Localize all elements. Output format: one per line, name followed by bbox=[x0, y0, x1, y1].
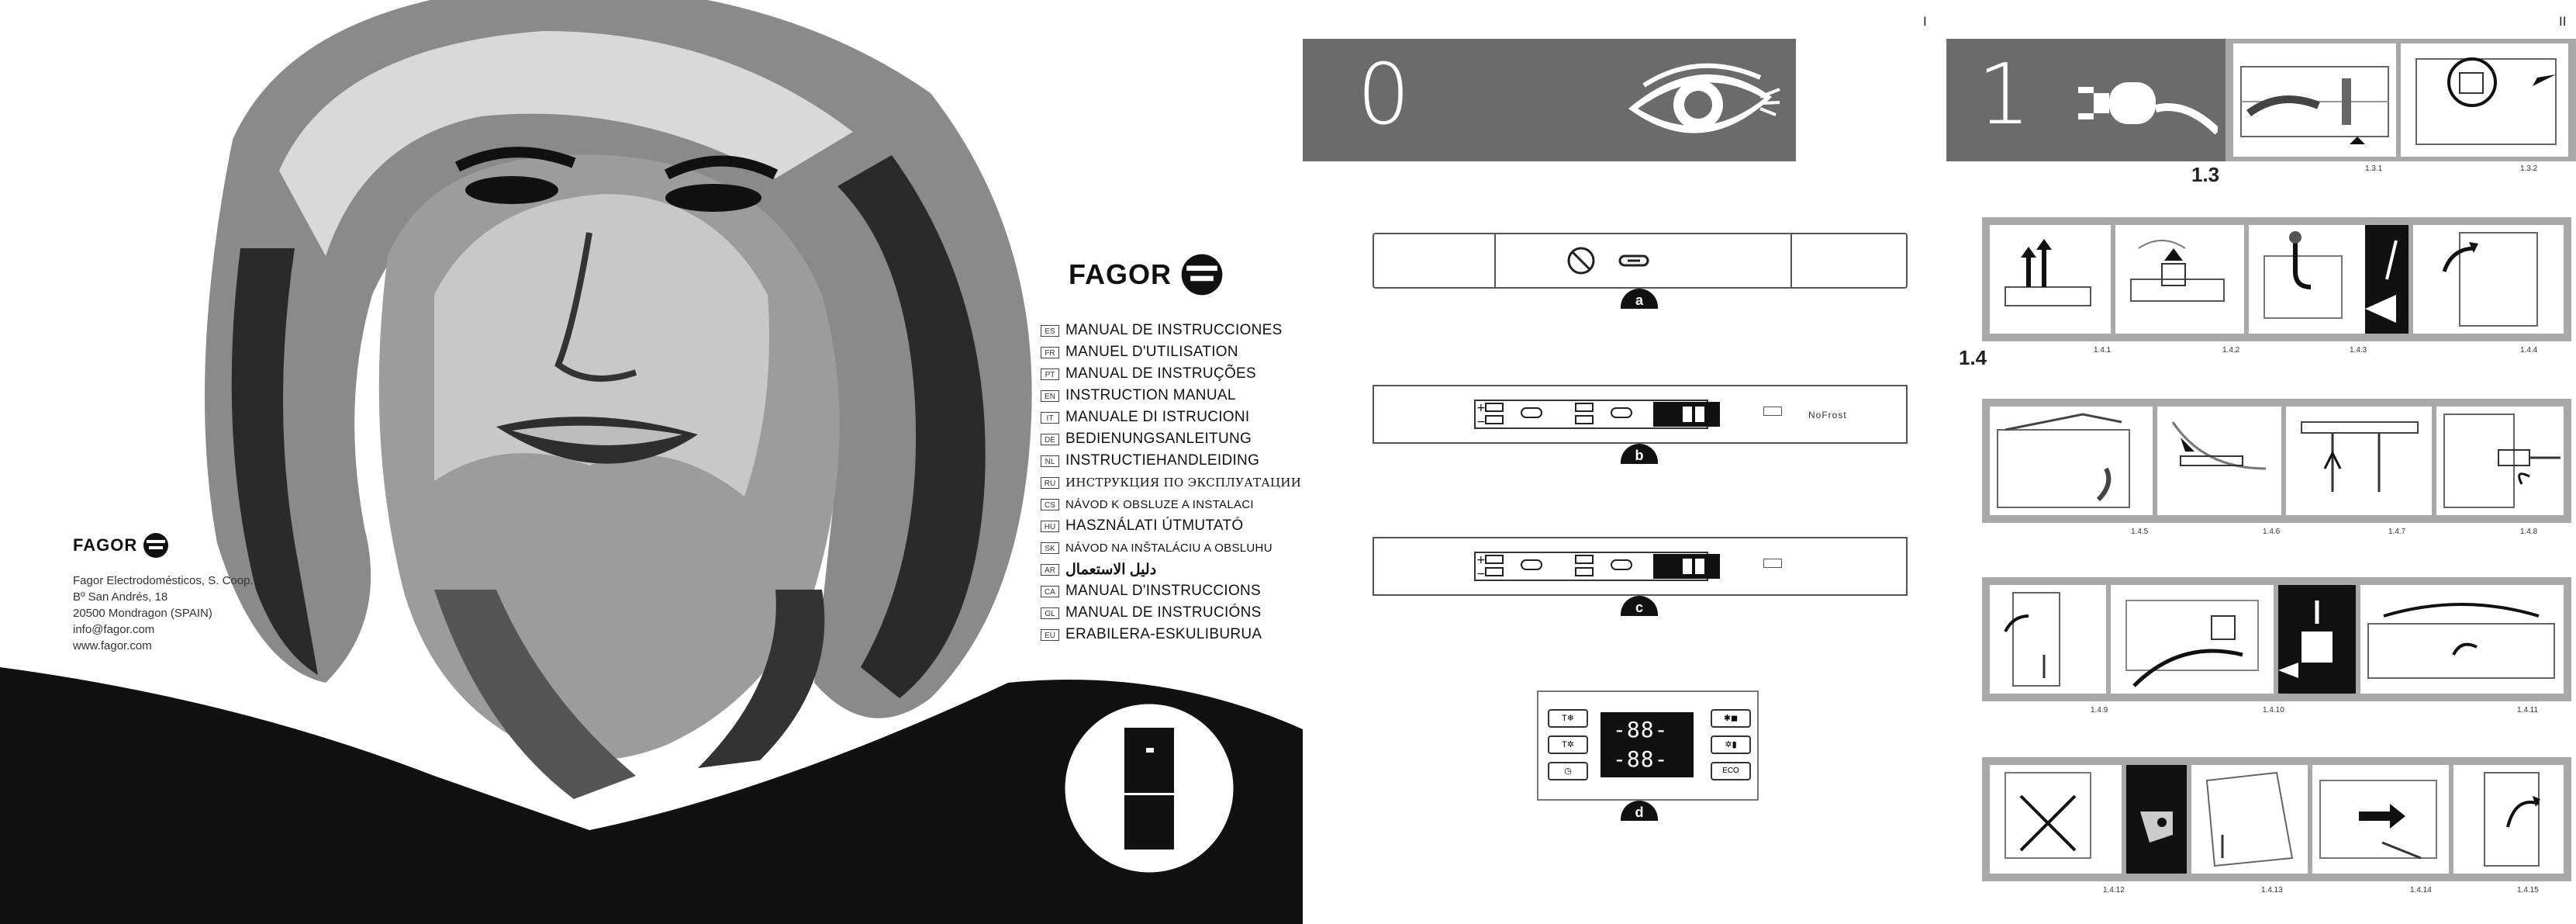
edition-code: 03-11 bbox=[73, 889, 102, 902]
step-caption: 1.4.10 bbox=[2263, 706, 2284, 715]
language-code: HU bbox=[1041, 521, 1059, 532]
language-name: MANUAL D'INSTRUCCIONS bbox=[1065, 583, 1262, 599]
figure-badge-c: c bbox=[1621, 596, 1658, 616]
language-item bbox=[1041, 602, 1301, 624]
panel-a-display bbox=[1494, 234, 1792, 287]
step-caption: 1.4.9 bbox=[2091, 706, 2108, 715]
superfreeze-button[interactable]: ✱◼ bbox=[1711, 709, 1751, 728]
hinge-detail-icon bbox=[2278, 585, 2356, 694]
language-name: MANUEL D'UTILISATION bbox=[1065, 344, 1238, 360]
contact-block bbox=[73, 573, 254, 654]
panel-c-controls-icon bbox=[1459, 546, 1754, 587]
language-name: BEDIENUNGSANLEITUNG bbox=[1065, 431, 1252, 447]
install-illustration bbox=[1990, 585, 2106, 694]
control-panel-a bbox=[1373, 233, 1908, 289]
language-code: CA bbox=[1041, 586, 1059, 597]
section-label-1-4: 1.4 bbox=[1959, 346, 1987, 369]
fridge-icon bbox=[1062, 701, 1236, 875]
install-illustration bbox=[2360, 585, 2564, 694]
language-item bbox=[1041, 559, 1301, 580]
language-item bbox=[1041, 320, 1301, 341]
language-name: MANUALE DI ISTRUCIONI bbox=[1065, 409, 1250, 425]
step-caption: 1.3.2 bbox=[2520, 164, 2538, 173]
language-name: ERABILERA-ESKULIBURUA bbox=[1065, 626, 1262, 642]
language-list bbox=[1041, 320, 1301, 645]
language-code: SK bbox=[1041, 542, 1059, 554]
language-name: NÁVOD K OBSLUZE A INSTALACI bbox=[1065, 497, 1254, 511]
figure-badge-a: a bbox=[1621, 289, 1658, 309]
language-code: GL bbox=[1041, 607, 1059, 619]
language-name: MANUAL DE INSTRUCCIONES bbox=[1065, 322, 1283, 338]
page-number-right: II bbox=[2559, 14, 2567, 29]
language-item bbox=[1041, 493, 1301, 515]
step-image-1-4-2 bbox=[2115, 225, 2244, 334]
contact-line: Fagor Electrodomésticos, S. Coop. bbox=[73, 574, 254, 587]
panel-b-controls-icon bbox=[1459, 394, 1754, 434]
step-caption: 1.4.4 bbox=[2520, 346, 2538, 355]
language-code: ES bbox=[1041, 325, 1059, 337]
step-image-1-4-6 bbox=[2157, 407, 2281, 515]
digital-display bbox=[1601, 712, 1694, 777]
step-image-1-3-2 bbox=[2401, 43, 2568, 157]
brand-name: FAGOR bbox=[1069, 258, 1172, 290]
language-item bbox=[1041, 428, 1301, 450]
contact-line: 20500 Mondragon (SPAIN) bbox=[73, 607, 212, 620]
panel-a-controls-icon bbox=[1566, 245, 1721, 276]
install-illustration bbox=[2401, 43, 2568, 157]
step-image-1-4-5 bbox=[1990, 407, 2153, 515]
step-image-1-4-10 bbox=[2111, 585, 2274, 694]
language-code: CS bbox=[1041, 499, 1059, 510]
install-illustration bbox=[2453, 765, 2564, 874]
install-illustration bbox=[2233, 43, 2396, 157]
language-name: HASZNÁLATI ÚTMUTATÓ bbox=[1065, 517, 1244, 534]
step-image-1-4-1 bbox=[1990, 225, 2111, 334]
step-caption: 1.4.1 bbox=[2094, 346, 2112, 355]
control-panel-b bbox=[1373, 385, 1908, 444]
svg-text:+: + bbox=[1476, 402, 1486, 414]
step-caption: 1.4.3 bbox=[2350, 346, 2367, 355]
install-illustration bbox=[1990, 407, 2153, 515]
language-item bbox=[1041, 537, 1301, 559]
eye-icon bbox=[1621, 54, 1784, 147]
plug-icon bbox=[2047, 70, 2218, 140]
step-caption: 1.4.7 bbox=[2388, 528, 2406, 536]
install-illustration bbox=[2115, 225, 2244, 334]
language-name: دليل الاستعمال bbox=[1065, 561, 1157, 578]
language-name: ИНСТРУКЦИЯ ПО ЭКСПЛУАТАЦИИ bbox=[1065, 476, 1302, 490]
step-image-1-4-11 bbox=[2360, 585, 2564, 694]
control-panel-d bbox=[1537, 690, 1759, 801]
language-name: INSTRUCTIEHANDLEIDING bbox=[1065, 452, 1260, 469]
section-number: 0 bbox=[1357, 47, 1411, 144]
language-item bbox=[1041, 363, 1301, 385]
supercool-button[interactable]: ✲▮ bbox=[1711, 735, 1751, 754]
language-item bbox=[1041, 341, 1301, 363]
language-name: MANUAL DE INSTRUCIÓNS bbox=[1065, 604, 1262, 621]
language-code: EN bbox=[1041, 390, 1059, 402]
step-image-1-4-7 bbox=[2286, 407, 2432, 515]
language-item bbox=[1041, 385, 1301, 407]
step-image-1-4-3 bbox=[2249, 225, 2365, 334]
language-item bbox=[1041, 450, 1301, 472]
step-caption: 1.3.1 bbox=[2365, 164, 2383, 173]
svg-text:−: − bbox=[1476, 416, 1486, 428]
step-image-1-4-14 bbox=[2312, 765, 2449, 874]
language-code: IT bbox=[1041, 412, 1059, 424]
contact-website: www.fagor.com bbox=[73, 639, 152, 652]
step-image-1-3-1 bbox=[2233, 43, 2396, 157]
bracket-icon bbox=[2126, 765, 2187, 874]
step-image-1-4-12 bbox=[1990, 765, 2122, 874]
install-illustration bbox=[1990, 765, 2122, 874]
step-caption: 1.4.6 bbox=[2263, 528, 2281, 536]
display-digits-bottom: -88- bbox=[1613, 746, 1669, 772]
figure-badge-b: b bbox=[1621, 444, 1658, 464]
language-code: AR bbox=[1041, 564, 1059, 576]
section-number: 1 bbox=[1977, 47, 2031, 144]
step-caption: 1.4.13 bbox=[2261, 886, 2283, 895]
install-illustration bbox=[2191, 765, 2308, 874]
step-caption: 1.4.14 bbox=[2410, 886, 2432, 895]
language-name: MANUAL DE INSTRUÇÕES bbox=[1065, 365, 1256, 382]
control-panel-c bbox=[1373, 537, 1908, 596]
step-image-1-4-12-detail bbox=[2126, 765, 2187, 874]
step-caption: 1.4.11 bbox=[2517, 706, 2539, 715]
step-image-1-4-13 bbox=[2191, 765, 2308, 874]
step-image-1-4-4 bbox=[2413, 225, 2564, 334]
install-illustration bbox=[2111, 585, 2274, 694]
language-code: EU bbox=[1041, 629, 1059, 641]
fridge-temp-button[interactable]: T✲ bbox=[1548, 735, 1588, 754]
install-illustration bbox=[2157, 407, 2281, 515]
brand-logo-small bbox=[73, 532, 169, 559]
install-illustration bbox=[2413, 225, 2564, 334]
screwdriver-icon bbox=[2365, 225, 2409, 334]
display-digits-top: -88- bbox=[1613, 717, 1669, 742]
figure-badge-d: d bbox=[1621, 801, 1658, 821]
install-illustration bbox=[1990, 225, 2111, 334]
step-caption: 1.4.12 bbox=[2103, 886, 2125, 895]
language-item bbox=[1041, 515, 1301, 537]
language-code: FR bbox=[1041, 347, 1059, 358]
fagor-logo-icon bbox=[1180, 253, 1224, 296]
brand-name: FAGOR bbox=[73, 535, 138, 555]
step-caption: 1.4.2 bbox=[2222, 346, 2240, 355]
freezer-temp-button[interactable]: T❄ bbox=[1548, 709, 1588, 728]
language-code: NL bbox=[1041, 455, 1059, 467]
step-image-1-4-3-detail bbox=[2365, 225, 2409, 334]
fagor-logo-icon bbox=[143, 532, 169, 559]
step-image-1-4-15 bbox=[2453, 765, 2564, 874]
step-caption: 1.4.8 bbox=[2520, 528, 2538, 536]
page-number-left: I bbox=[1923, 14, 1927, 29]
svg-text:+: + bbox=[1476, 554, 1486, 566]
reference-code: RR4200008 bbox=[406, 889, 469, 902]
contact-email: info@fagor.com bbox=[73, 623, 155, 636]
brand-logo-large bbox=[1069, 253, 1224, 296]
language-code: DE bbox=[1041, 434, 1059, 445]
install-illustration bbox=[2249, 225, 2365, 334]
section-1-header bbox=[1946, 39, 2226, 161]
step-caption: 1.4.5 bbox=[2131, 528, 2149, 536]
step-image-1-4-10-detail bbox=[2278, 585, 2356, 694]
install-illustration bbox=[2286, 407, 2432, 515]
step-image-1-4-9 bbox=[1990, 585, 2106, 694]
language-code: PT bbox=[1041, 369, 1059, 380]
eco-button[interactable]: ECO bbox=[1711, 762, 1751, 780]
contact-line: Bº San Andrés, 18 bbox=[73, 590, 168, 604]
svg-text:−: − bbox=[1476, 568, 1486, 580]
language-name: INSTRUCTION MANUAL bbox=[1065, 387, 1236, 403]
section-label-1-3: 1.3 bbox=[2191, 163, 2220, 186]
step-caption: 1.4.15 bbox=[2517, 886, 2539, 895]
language-code: RU bbox=[1041, 477, 1059, 489]
language-item bbox=[1041, 472, 1301, 493]
language-item bbox=[1041, 407, 1301, 428]
alarm-button[interactable]: ◷ bbox=[1548, 762, 1588, 780]
install-illustration bbox=[2312, 765, 2449, 874]
language-item bbox=[1041, 624, 1301, 645]
language-name: NÁVOD NA INŠTALÁCIU A OBSLUHU bbox=[1065, 541, 1272, 555]
language-item bbox=[1041, 580, 1301, 602]
step-image-1-4-8 bbox=[2436, 407, 2564, 515]
section-0-header bbox=[1303, 39, 1796, 161]
indicator-icon bbox=[1763, 559, 1782, 568]
install-illustration bbox=[2436, 407, 2564, 515]
indicator-icon bbox=[1763, 407, 1782, 416]
nofrost-label: NoFrost bbox=[1808, 410, 1847, 420]
